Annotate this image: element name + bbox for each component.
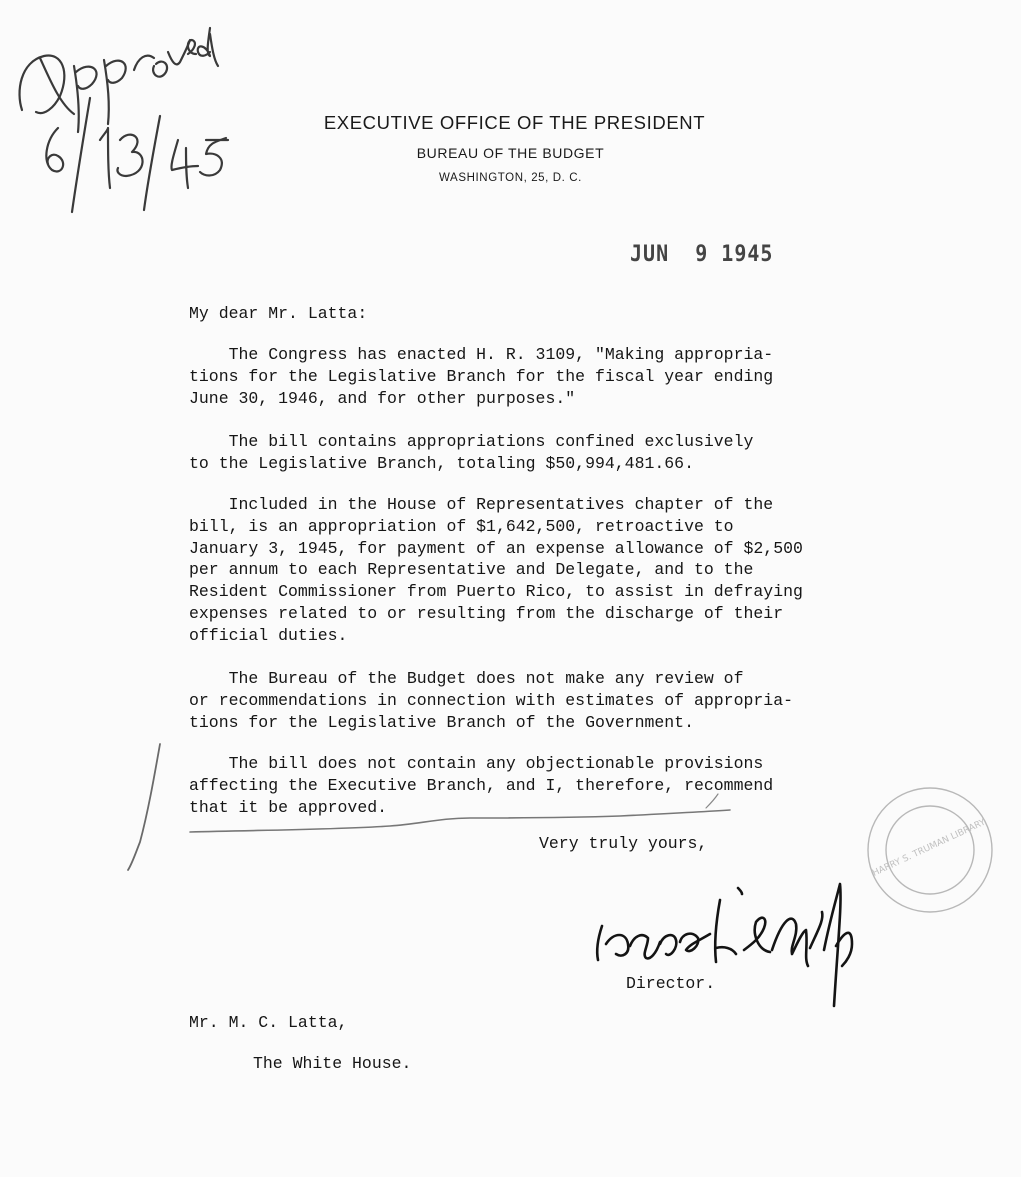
director-signature — [597, 884, 852, 1006]
pencil-margin-mark — [128, 744, 160, 870]
signature-title: Director. — [626, 974, 716, 993]
svg-text:HARRY S. TRUMAN LIBRARY: HARRY S. TRUMAN LIBRARY — [871, 817, 988, 879]
paragraph-1: The Congress has enacted H. R. 3109, "Making appropria- tions for the Legislative Branch for the fiscal year ending June 30, 1946, and for other purposes." — [189, 345, 774, 408]
handwritten-approval-note — [20, 28, 228, 212]
date-stamp: JUN 9 1945 — [630, 239, 774, 267]
letterhead-office: EXECUTIVE OFFICE OF THE PRESIDENT — [323, 112, 706, 133]
paragraph-4: The Bureau of the Budget does not make any review of or recommendations in connection with estimates of appropria- tions for the Legislative Branch of the Government. — [189, 669, 793, 732]
paragraph-5: The bill does not contain any objectionable provisions affecting the Executive Branch, and I, therefore, recommend that it be approved. — [189, 754, 774, 817]
pencil-tick-mark — [706, 794, 718, 808]
letterhead-bureau: BUREAU OF THE BUDGET — [416, 145, 605, 161]
pencil-underline-mark — [190, 810, 730, 832]
closing: Very truly yours, — [539, 834, 708, 853]
recipient-location: The White House. — [253, 1054, 412, 1073]
library-seal — [868, 788, 992, 912]
letterhead-city: WASHINGTON, 25, D. C. — [439, 172, 582, 184]
paragraph-3: Included in the House of Representatives chapter of the bill, is an appropriation of $1,642,500, retroactive to January 3, 1945, for payment of an expense allowance of $2,500 per annum to each Representative and Delegate, and to the Resident Commissioner from Puerto Rico, to assist in defraying expenses related to or resulting from the discharge of their official duties. — [189, 495, 803, 645]
salutation: My dear Mr. Latta: — [189, 304, 368, 323]
recipient-name: Mr. M. C. Latta, — [189, 1013, 348, 1032]
paragraph-2: The bill contains appropriations confined exclusively to the Legislative Branch, totaling $50,994,481.66. — [189, 432, 754, 473]
